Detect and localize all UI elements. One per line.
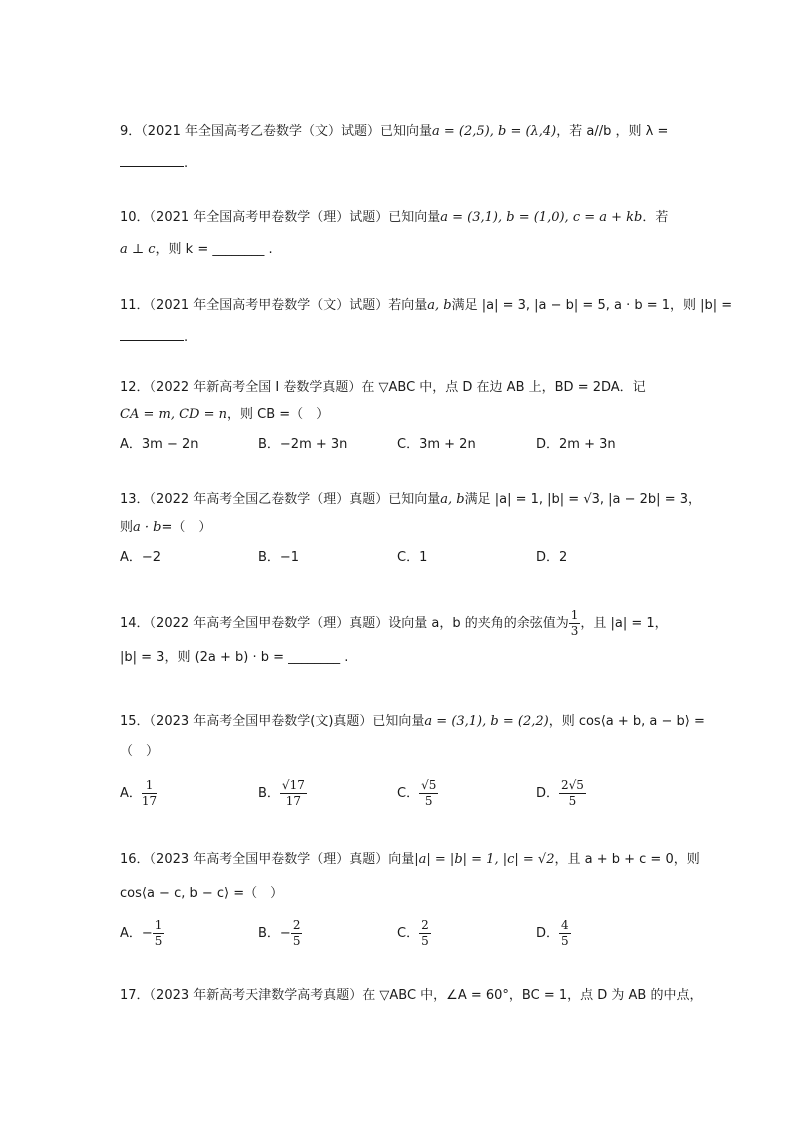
option-label: D． xyxy=(536,786,560,801)
question-9-text-end: ，若 a//b ，则 λ = xyxy=(556,124,669,139)
question-10-line-2 xyxy=(120,240,273,260)
question-13-option-a[interactable] xyxy=(120,548,161,568)
question-11-math: a, b xyxy=(427,298,452,313)
question-10-text-2: ，则 k = ________ . xyxy=(155,242,273,257)
option-fraction xyxy=(419,778,438,809)
option-label: A．−2 xyxy=(120,550,162,565)
question-16-option-d[interactable] xyxy=(536,918,571,949)
question-12-option-d[interactable] xyxy=(536,435,616,455)
question-15-option-c[interactable] xyxy=(397,778,438,809)
option-label: C． xyxy=(397,786,420,801)
question-16-line-1 xyxy=(120,850,700,870)
question-11-line-1 xyxy=(120,296,732,316)
answer-blank[interactable] xyxy=(120,154,184,167)
question-13-text-2-end: =（ ） xyxy=(161,520,212,535)
question-12-option-a[interactable] xyxy=(120,435,199,455)
option-fraction xyxy=(419,918,431,949)
fraction-numerator: 2√5 xyxy=(561,778,584,792)
question-12-option-c[interactable] xyxy=(397,435,476,455)
question-12-line-1 xyxy=(120,378,646,398)
option-label: D．2 xyxy=(536,550,568,565)
question-12-line-2 xyxy=(120,405,329,425)
option-label: A．− xyxy=(120,926,153,941)
option-label: A． xyxy=(120,786,142,801)
question-9-text: 9．（2021 年全国高考乙卷数学（文）试题）已知向量 xyxy=(120,124,432,139)
option-label: D．2m + 3n xyxy=(536,437,616,452)
option-fraction xyxy=(559,778,586,809)
question-16-option-b[interactable] xyxy=(258,918,302,949)
question-14-text-end: ，且 |a| = 1， xyxy=(580,616,668,631)
question-10-math-2: a ⊥ c xyxy=(120,242,156,257)
question-15-text: 15．（2023 年高考全国甲卷数学(文)真题）已知向量 xyxy=(120,714,425,729)
question-14-line-1 xyxy=(120,608,668,639)
fraction-numerator: 2 xyxy=(292,918,301,932)
fraction xyxy=(569,608,581,639)
question-10-math: a = (3,1), b = (1,0), c = a + kb xyxy=(440,210,643,225)
question-16-text-end: ，且 a + b + c = 0，则 xyxy=(554,852,700,867)
question-17-text: 17．（2023 年新高考天津数学高考真题）在 ▽ABC 中，∠A = 60°，BC = 1，点 D 为 AB 的中点， xyxy=(120,988,703,1003)
question-9-line-2 xyxy=(120,154,188,174)
question-16-option-a[interactable] xyxy=(120,918,164,949)
question-11-period: . xyxy=(184,330,189,345)
question-11-text-end: 满足 |a| = 3, |a − b| = 5, a · b = 1，则 |b| = xyxy=(451,298,733,313)
question-14-line-2 xyxy=(120,648,348,668)
question-15-option-d[interactable] xyxy=(536,778,586,809)
option-fraction xyxy=(291,918,303,949)
option-label: C．3m + 2n xyxy=(397,437,476,452)
fraction-numerator: 4 xyxy=(561,918,569,932)
question-13-text-end: 满足 |a| = 1, |b| = √3, |a − 2b| = 3， xyxy=(464,492,701,507)
question-13-option-c[interactable] xyxy=(397,548,427,568)
fraction-numerator: 1 xyxy=(570,608,579,622)
question-9-line-1 xyxy=(120,122,668,142)
question-14-text-2: |b| = 3，则 (2a + b) · b = ________ . xyxy=(120,650,349,665)
question-12-option-b[interactable] xyxy=(258,435,347,455)
question-15-paren: （ ） xyxy=(120,744,160,759)
question-15-math: a = (3,1), b = (2,2) xyxy=(424,714,549,729)
question-13-math: a, b xyxy=(440,492,465,507)
option-label: A．3m − 2n xyxy=(120,437,199,452)
question-16-math: |a| = |b| = 1, |c| = √2 xyxy=(414,852,555,867)
question-14-text: 14．（2022 年高考全国甲卷数学（理）真题）设向量 a，b 的夹角的余弦值为 xyxy=(120,616,569,631)
option-fraction xyxy=(153,918,165,949)
fraction-numerator: 2 xyxy=(421,918,429,932)
question-15-line-2 xyxy=(120,742,159,762)
question-11-text: 11．（2021 年全国高考甲卷数学（文）试题）若向量 xyxy=(120,298,428,313)
question-16-text-2: cos⟨a − c, b − c⟩ =（ ） xyxy=(120,886,284,901)
fraction-denominator: 17 xyxy=(285,794,302,808)
fraction-denominator: 5 xyxy=(421,934,429,948)
fraction-numerator: 1 xyxy=(142,778,157,794)
question-13-math-2: a · b xyxy=(133,520,162,535)
option-label: C．1 xyxy=(397,550,428,565)
fraction-denominator: 5 xyxy=(561,934,569,948)
question-11-line-2 xyxy=(120,328,188,348)
question-9-period: . xyxy=(184,156,189,171)
option-fraction xyxy=(559,918,571,949)
question-15-text-end: ，则 cos⟨a + b, a − b⟩ = xyxy=(548,714,705,729)
fraction-denominator: 3 xyxy=(570,624,579,638)
question-15-line-1 xyxy=(120,712,705,732)
option-label: D． xyxy=(536,926,560,941)
answer-blank[interactable] xyxy=(120,328,184,341)
option-label: B．− xyxy=(258,926,291,941)
fraction-numerator: 1 xyxy=(154,918,163,932)
fraction-denominator: 5 xyxy=(568,794,577,808)
question-17-line-1 xyxy=(120,986,702,1006)
option-fraction xyxy=(142,778,157,809)
question-13-option-b[interactable] xyxy=(258,548,299,568)
question-12-text-end: ，则 CB =（ ） xyxy=(226,407,330,422)
fraction-numerator: √17 xyxy=(281,778,305,792)
question-13-text-2: 则 xyxy=(120,520,134,535)
question-9-math: a = (2,5), b = (λ,4) xyxy=(432,124,557,139)
question-16-line-2 xyxy=(120,884,283,904)
fraction-denominator: 5 xyxy=(424,794,433,808)
question-12-text: 12．（2022 年新高考全国 I 卷数学真题）在 ▽ABC 中，点 D 在边 AB 上，BD = 2DA．记 xyxy=(120,380,646,395)
question-15-option-a[interactable] xyxy=(120,778,157,809)
fraction-denominator: 5 xyxy=(292,934,301,948)
question-13-option-d[interactable] xyxy=(536,548,567,568)
question-13-text: 13．（2022 年高考全国乙卷数学（理）真题）已知向量 xyxy=(120,492,441,507)
question-16-option-c[interactable] xyxy=(397,918,431,949)
option-label: B．−2m + 3n xyxy=(258,437,348,452)
option-label: B．−1 xyxy=(258,550,300,565)
question-10-line-1 xyxy=(120,208,668,228)
question-13-line-2 xyxy=(120,518,211,538)
fraction-denominator: 5 xyxy=(154,934,163,948)
question-13-line-1 xyxy=(120,490,701,510)
question-12-math: CA = m, CD = n xyxy=(120,407,227,422)
option-fraction xyxy=(280,778,307,809)
fraction-denominator: 17 xyxy=(141,794,158,808)
question-10-text-end: ．若 xyxy=(642,210,669,225)
option-label: C． xyxy=(397,926,420,941)
fraction-numerator: √5 xyxy=(421,778,437,792)
question-16-text: 16．（2023 年高考全国甲卷数学（理）真题）向量 xyxy=(120,852,415,867)
question-10-text: 10．（2021 年全国高考甲卷数学（理）试题）已知向量 xyxy=(120,210,441,225)
option-label: B． xyxy=(258,786,280,801)
question-15-option-b[interactable] xyxy=(258,778,307,809)
